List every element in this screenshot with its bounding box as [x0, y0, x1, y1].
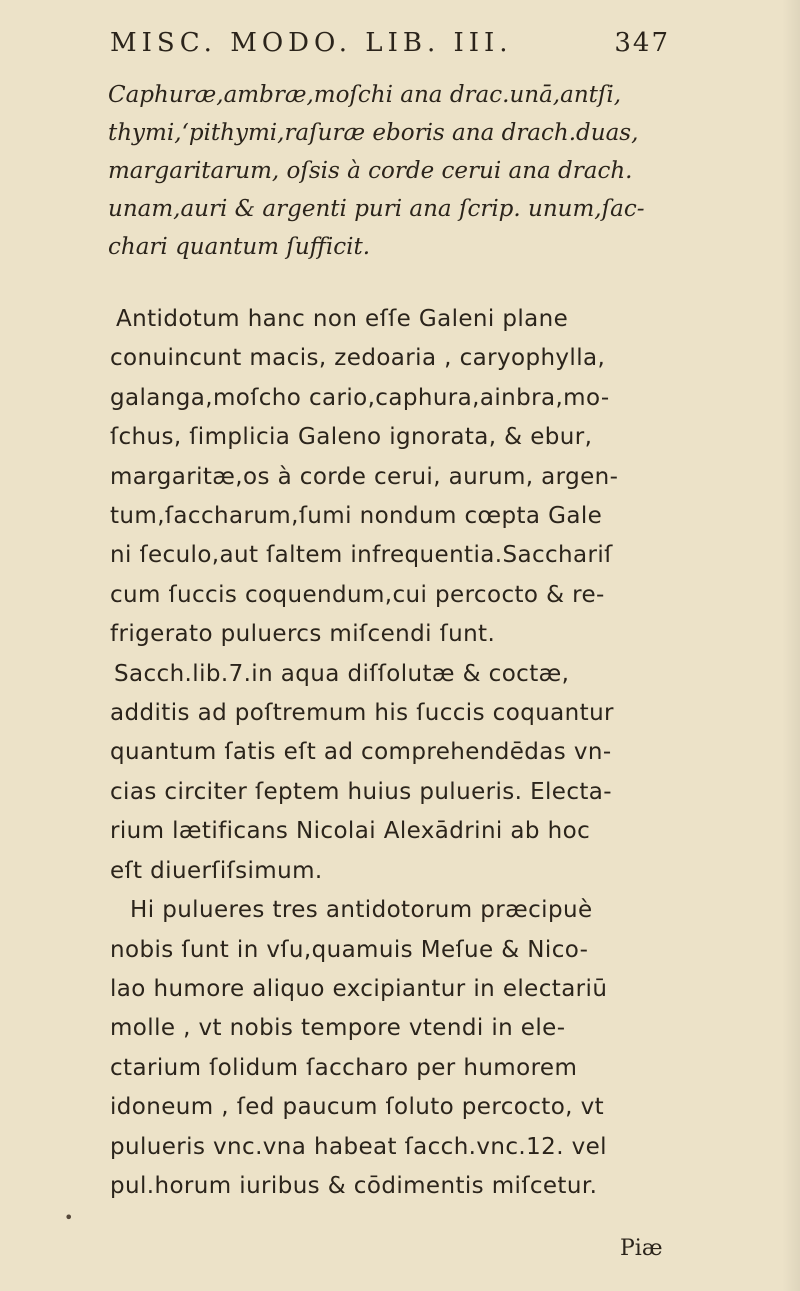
text-line: lao humore aliquo excipiantur in electariū [110, 975, 608, 1002]
text-line: Antidotum hanc non eſſe Galeni plane [116, 306, 569, 332]
text-line: ctarium ſolidum ſaccharo per humorem [110, 1054, 578, 1081]
text-line: molle , vt nobis tempore vtendi in ele- [110, 1015, 566, 1042]
text-line: quantum ſatis eſt ad comprehendēdas vn- [110, 739, 612, 766]
commentary-text-block [110, 300, 690, 1206]
text-line: tum,ſaccharum,ſumi nondum cœpta Gale [110, 503, 603, 530]
text-line: rium lætificans Nicolai Alexādrini ab hoc [110, 818, 591, 845]
text-line: Hi pulueres tres antidotorum præcipuè [130, 897, 593, 924]
text-line: ſchus, ſimplicia Galeno ignorata, & ebur, [110, 424, 593, 451]
text-line: nobis ſunt in vſu,quamuis Meſue & Nico- [110, 936, 589, 963]
italic-recipe-block [108, 76, 678, 266]
italic-line: thymi,‘pithymi,raſuræ eboris ana drach.duas, [108, 120, 639, 146]
page-number: 347 [614, 28, 670, 58]
text-line: cum ſuccis coquendum,cui percocto & re- [110, 581, 605, 608]
text-line: ni ſeculo,aut ſaltem infrequentia.Sacchariſ [110, 542, 613, 569]
italic-line: Caphuræ,ambræ,moſchi ana drac.unā,antſi, [108, 82, 622, 108]
italic-line: unam,auri & argenti puri ana ſcrip. unum,ſac- [108, 196, 645, 222]
text-line: galanga,moſcho cario,caphura,ainbra,mo- [110, 384, 610, 411]
catchword: Piæ [620, 1236, 663, 1261]
text-line: eſt diuerſiſsimum. [110, 857, 323, 884]
text-line: additis ad poſtremum his ſuccis coquantur [110, 700, 614, 727]
margin-mark: • [64, 1208, 74, 1227]
italic-line: margaritarum, oſsis à corde cerui ana drach. [108, 158, 633, 184]
text-line: idoneum , ſed paucum ſoluto percocto, vt [110, 1094, 605, 1121]
text-line: pulueris vnc.vna habeat ſacch.vnc.12. vel [110, 1133, 607, 1160]
italic-line: chari quantum ſufficit. [108, 234, 371, 260]
text-line: conuincunt macis, zedoaria , caryophylla, [110, 345, 606, 372]
text-line: pul.horum iuribus & cōdimentis miſcetur. [110, 1172, 598, 1199]
page-edge-shadow [782, 0, 800, 1291]
running-head [110, 28, 670, 68]
text-line: Sacch.lib.7.in aqua diſſolutæ & coctæ, [114, 660, 570, 687]
text-line: cias circiter ſeptem huius pulueris. Electa- [110, 778, 613, 805]
running-head-title: MISC. MODO. LIB. III. [110, 28, 513, 58]
text-line: frigerato puluercs miſcendi ſunt. [110, 621, 496, 648]
text-line: margaritæ,os à corde cerui, aurum, argen- [110, 463, 619, 490]
